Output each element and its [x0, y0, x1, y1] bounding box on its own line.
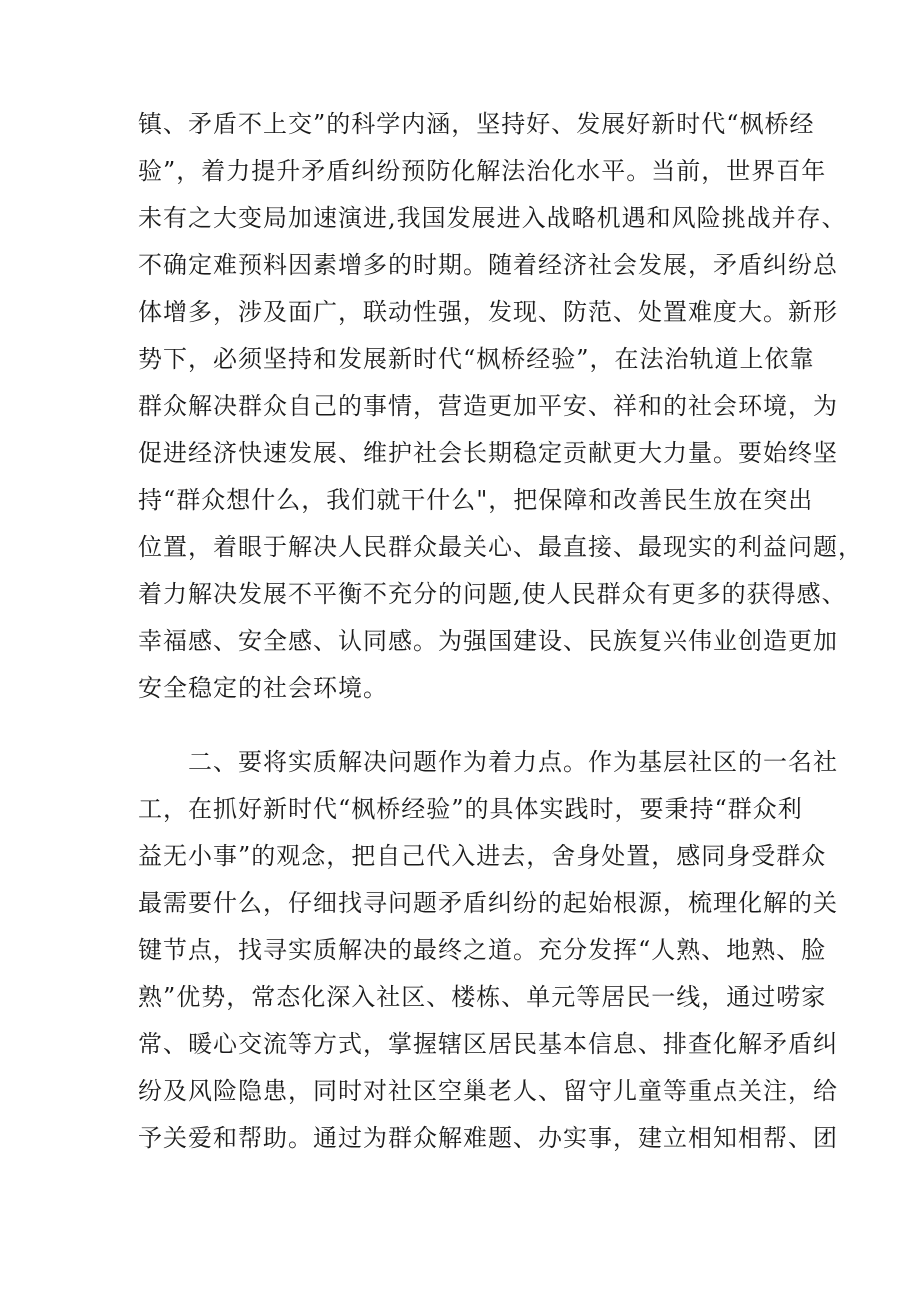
- text-line: 最需要什么，仔细找寻问题矛盾纠纷的起始根源，梳理化解的关: [138, 889, 838, 917]
- text-line: 键节点，找寻实质解决的最终之道。充分发挥“人熟、地熟、脸: [138, 936, 827, 964]
- text-line: 纷及风险隐患，同时对社区空巢老人、留守儿童等重点关注，给: [138, 1077, 838, 1105]
- paragraph-2: [138, 739, 838, 1162]
- text-line: 安全稳定的社会环境。: [138, 674, 388, 702]
- text-line: 工，在抓好新时代“枫桥经验”的具体实践时，要秉持“群众利: [138, 795, 803, 823]
- text-line: 二、要将实质解决问题作为着力点。作为基层社区的一名社: [138, 748, 838, 776]
- text-line: 群众解决群众自己的事情，营造更加平安、祥和的社会环境，为: [138, 392, 838, 420]
- text-line: 促进经济快速发展、维护社会长期稳定贡献更大力量。要始终坚: [138, 439, 838, 467]
- text-line: 镇、矛盾不上交”的科学内涵，坚持好、发展好新时代“枫桥经: [138, 110, 815, 138]
- text-line: 不确定难预料因素增多的时期。随着经济社会发展，矛盾纠纷总: [138, 251, 838, 279]
- text-line: 持“群众想什么，我们就干什么"，把保障和改善民生放在突出: [138, 486, 814, 514]
- text-line: 体增多，涉及面广，联动性强，发现、防范、处置难度大。新形: [138, 298, 838, 326]
- text-line: 益无小事”的观念，把自己代入进去，舍身处置，感同身受群众: [138, 842, 827, 870]
- text-line: 熟”优势，常态化深入社区、楼栋、单元等居民一线，通过唠家: [138, 983, 827, 1011]
- text-line: 未有之大变局加速演进,我国发展进入战略机遇和风险挑战并存、: [138, 204, 847, 232]
- text-line: 予关爱和帮助。通过为群众解难题、办实事，建立相知相帮、团: [138, 1124, 838, 1152]
- text-line: 常、暖心交流等方式，掌握辖区居民基本信息、排查化解矛盾纠: [138, 1030, 838, 1058]
- text-line: 验”，着力提升矛盾纠纷预防化解法治化水平。当前，世界百年: [138, 157, 827, 185]
- text-line: 位置，着眼于解决人民群众最关心、最直接、最现实的利益问题，: [138, 533, 863, 561]
- text-line: 着力解决发展不平衡不充分的问题,使人民群众有更多的获得感、: [138, 580, 847, 608]
- text-line: 幸福感、安全感、认同感。为强国建设、民族复兴伟业创造更加: [138, 627, 838, 655]
- paragraph-1: [138, 101, 863, 712]
- text-line: 势下，必须坚持和发展新时代“枫桥经验”，在法治轨道上依靠: [138, 345, 815, 373]
